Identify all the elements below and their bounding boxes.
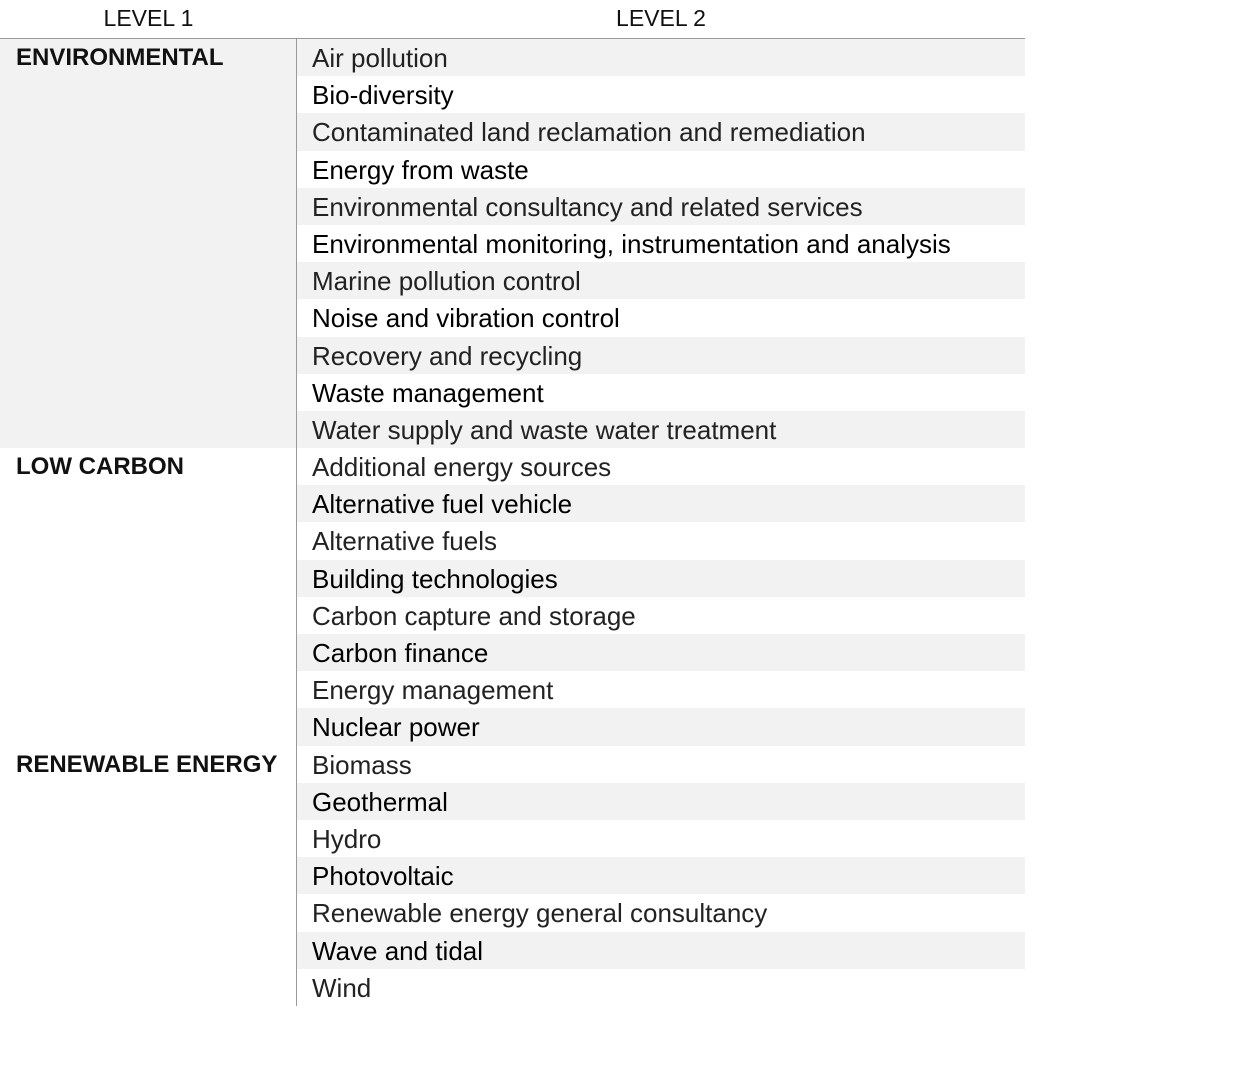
- table-row: Bio-diversity: [312, 80, 454, 111]
- table-row: Wind: [312, 972, 372, 1003]
- table-row: Air pollution: [297, 39, 1025, 76]
- table-row: Wave and tidal: [297, 932, 1025, 969]
- level-2-list: [297, 448, 1025, 746]
- table-row: Nuclear power: [297, 708, 1025, 745]
- level-1-label: RENEWABLE ENERGY: [0, 746, 297, 1006]
- table-row: Environmental monitoring, instrumentation and analysis: [312, 228, 951, 259]
- table-row: Marine pollution control: [297, 262, 1025, 299]
- table-row: Biomass: [312, 749, 412, 780]
- table-row: Renewable energy general consultancy: [312, 898, 768, 929]
- table-row: Photovoltaic: [297, 857, 1025, 894]
- level-2-header: LEVEL 2: [616, 5, 706, 31]
- table-row: Recovery and recycling: [297, 337, 1025, 374]
- table-row: Noise and vibration control: [312, 303, 620, 334]
- table-row: Energy management: [312, 675, 554, 706]
- level-2-list: [297, 746, 1025, 1006]
- level-1-label: LOW CARBON: [0, 448, 297, 746]
- level-1-header: LEVEL 1: [103, 5, 194, 31]
- table-row: Hydro: [312, 823, 382, 854]
- table-row: Energy from waste: [312, 154, 529, 185]
- group-renewable-energy: [0, 746, 1025, 1006]
- table-row: Carbon finance: [297, 634, 1025, 671]
- group-low-carbon: [0, 448, 1025, 746]
- level-2-list: [297, 39, 1025, 448]
- table-row: Contaminated land reclamation and remediation: [297, 113, 1025, 150]
- table-row: Alternative fuels: [312, 526, 497, 557]
- group-environmental: [0, 39, 1025, 448]
- table-row: Water supply and waste water treatment: [297, 411, 1025, 448]
- table-row: Waste management: [312, 377, 544, 408]
- table-row: Additional energy sources: [312, 452, 612, 483]
- table-row: Carbon capture and storage: [312, 600, 636, 631]
- table-header: [0, 0, 1025, 39]
- level-1-label: ENVIRONMENTAL: [0, 39, 297, 448]
- table-row: Alternative fuel vehicle: [297, 485, 1025, 522]
- table-row: Environmental consultancy and related services: [297, 188, 1025, 225]
- table-row: Geothermal: [297, 783, 1025, 820]
- table-row: Building technologies: [297, 560, 1025, 597]
